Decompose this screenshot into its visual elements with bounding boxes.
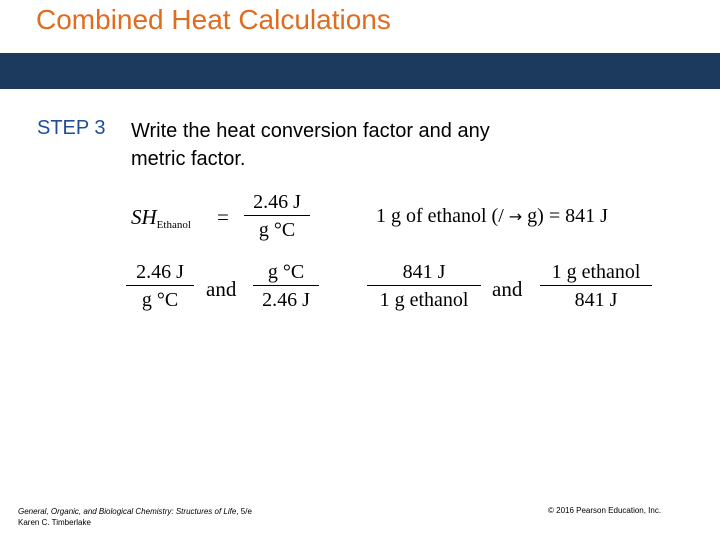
- conversion-factor-3: [367, 261, 481, 311]
- eq-left: 1 g of ethanol (: [376, 205, 499, 227]
- title-band: [0, 53, 720, 89]
- footer-book-title: General, Organic, and Biological Chemistry: Structures of Life: [18, 507, 237, 516]
- fraction-denominator: g °C: [141, 289, 179, 311]
- fraction-bar: [540, 285, 652, 286]
- and-text-1: and: [206, 277, 237, 301]
- specific-heat-symbol: [131, 205, 191, 231]
- footer-book-line: [18, 506, 252, 517]
- footer-copyright: © 2016 Pearson Education, Inc.: [548, 506, 662, 515]
- fraction-denominator: g °C: [258, 219, 296, 241]
- fraction-bar: [253, 285, 319, 286]
- eq-slash: /: [498, 205, 504, 227]
- fraction-numerator: g °C: [267, 261, 305, 283]
- heat-conversion-equation: [376, 205, 608, 228]
- fraction-numerator: 1 g ethanol: [551, 261, 641, 283]
- conversion-factor-2: [253, 261, 319, 311]
- specific-heat-fraction: [244, 191, 310, 241]
- eq-right: g) = 841 J: [522, 205, 608, 227]
- and-text-2: and: [492, 277, 523, 301]
- step-line-2: metric factor.: [131, 148, 246, 170]
- sh-symbol: SH: [131, 205, 157, 229]
- fraction-denominator: 2.46 J: [262, 289, 310, 311]
- fraction-numerator: 841 J: [402, 261, 446, 283]
- conversion-factor-1: [126, 261, 194, 311]
- fraction-denominator: 841 J: [574, 289, 618, 311]
- fraction-bar: [367, 285, 481, 286]
- fraction-numerator: 2.46 J: [136, 261, 184, 283]
- fraction-numerator: 2.46 J: [253, 191, 301, 213]
- footer-citation: [18, 506, 252, 528]
- step-line-1: Write the heat conversion factor and any: [131, 120, 490, 142]
- sh-subscript: Ethanol: [156, 219, 191, 231]
- equals-sign: =: [217, 205, 229, 229]
- slide-title: Combined Heat Calculations: [36, 4, 391, 35]
- step-label: STEP 3: [37, 117, 106, 139]
- step-instruction: [131, 117, 490, 173]
- footer-author: Karen C. Timberlake: [18, 518, 91, 527]
- fraction-denominator: 1 g ethanol: [379, 289, 469, 311]
- fraction-bar: [126, 285, 194, 286]
- conversion-factor-4: [540, 261, 652, 311]
- footer-edition: , 5/e: [236, 507, 252, 516]
- right-arrow-icon: →: [508, 207, 523, 226]
- fraction-bar: [244, 215, 310, 216]
